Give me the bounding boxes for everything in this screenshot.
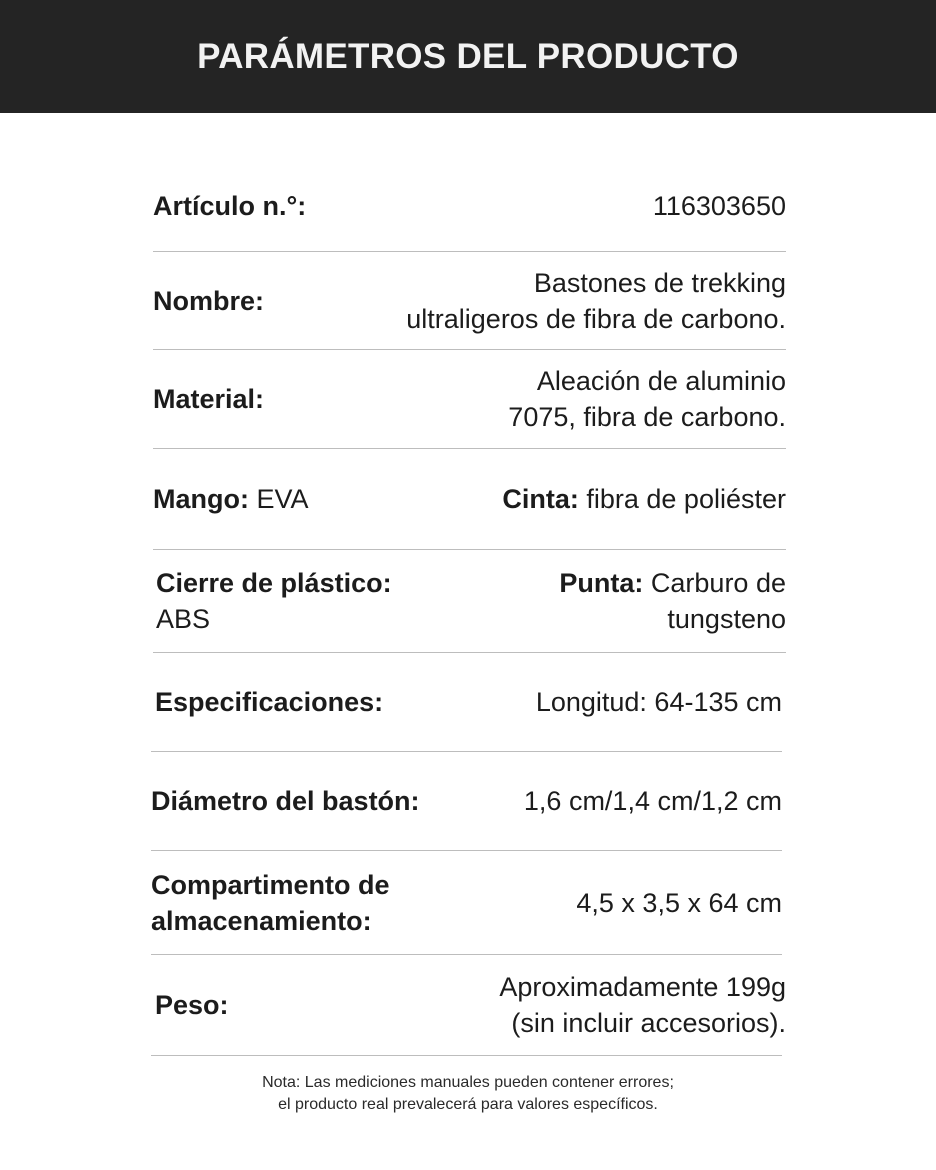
spec-row-peso (151, 955, 786, 1056)
spec-cinta (502, 481, 786, 517)
spec-row-material (153, 350, 786, 449)
spec-punta (559, 565, 786, 637)
spec-value-cinta: fibra de poliéster (586, 484, 786, 514)
spec-value-articulo: 116303650 (652, 190, 786, 221)
spec-label-nombre: Nombre: (153, 285, 265, 316)
spec-value-nombre-line2: ultraligeros de fibra de carbono. (406, 303, 786, 334)
spec-row-mango-cinta (153, 449, 786, 550)
spec-value-nombre (406, 265, 786, 337)
header-bar (0, 0, 936, 113)
spec-row-compartimento (151, 851, 782, 955)
spec-label-cinta: Cinta: (502, 484, 579, 514)
spec-row-diametro (151, 752, 782, 851)
disclaimer-line1: Nota: Las mediciones manuales pueden contener errores; (262, 1074, 674, 1091)
spec-label-compartimento-line1: Compartimento de (151, 869, 390, 900)
spec-label-punta: Punta: (559, 568, 644, 598)
spec-cierre (153, 565, 392, 637)
spec-value-especificaciones: Longitud: 64-135 cm (535, 687, 782, 717)
page-title: PARÁMETROS DEL PRODUCTO (197, 36, 739, 76)
spec-value-compartimento: 4,5 x 3,5 x 64 cm (576, 887, 782, 918)
spec-value-material (508, 363, 786, 435)
spec-value-punta-line2: tungsteno (667, 604, 786, 634)
spec-label-articulo: Artículo n.°: (153, 190, 307, 221)
spec-value-peso-line1: Aproximadamente 199g (499, 972, 786, 1002)
spec-value-peso (499, 969, 786, 1041)
spec-label-compartimento-line2: almacenamiento: (151, 905, 372, 936)
spec-label-peso: Peso: (155, 990, 229, 1020)
spec-label-especificaciones: Especificaciones: (155, 687, 384, 717)
spec-label-diametro: Diámetro del bastón: (151, 786, 420, 816)
spec-value-material-line1: Aleación de aluminio (536, 366, 786, 396)
disclaimer-line2: el producto real prevalecerá para valores específicos. (278, 1096, 658, 1113)
spec-value-material-line2: 7075, fibra de carbono. (508, 402, 786, 432)
spec-punta-line1 (559, 565, 786, 601)
spec-label-compartimento (151, 867, 390, 939)
spec-value-peso-line2: (sin incluir accesorios). (511, 1008, 786, 1038)
spec-row-nombre (153, 252, 786, 350)
spec-label-mango: Mango: (153, 484, 249, 514)
spec-value-diametro: 1,6 cm/1,4 cm/1,2 cm (523, 786, 782, 816)
spec-value-punta-line1: Carburo de (650, 568, 786, 598)
spec-row-cierre-punta (153, 550, 786, 653)
spec-value-nombre-line1: Bastones de trekking (533, 267, 786, 298)
spec-mango (153, 481, 309, 517)
spec-label-cierre: Cierre de plástico: (156, 568, 392, 598)
disclaimer-note (0, 1072, 936, 1116)
spec-value-cierre: ABS (156, 604, 211, 634)
spec-label-material: Material: (153, 384, 265, 414)
spec-row-articulo (153, 160, 786, 252)
spec-value-mango: EVA (256, 484, 309, 514)
spec-row-especificaciones (151, 653, 782, 752)
